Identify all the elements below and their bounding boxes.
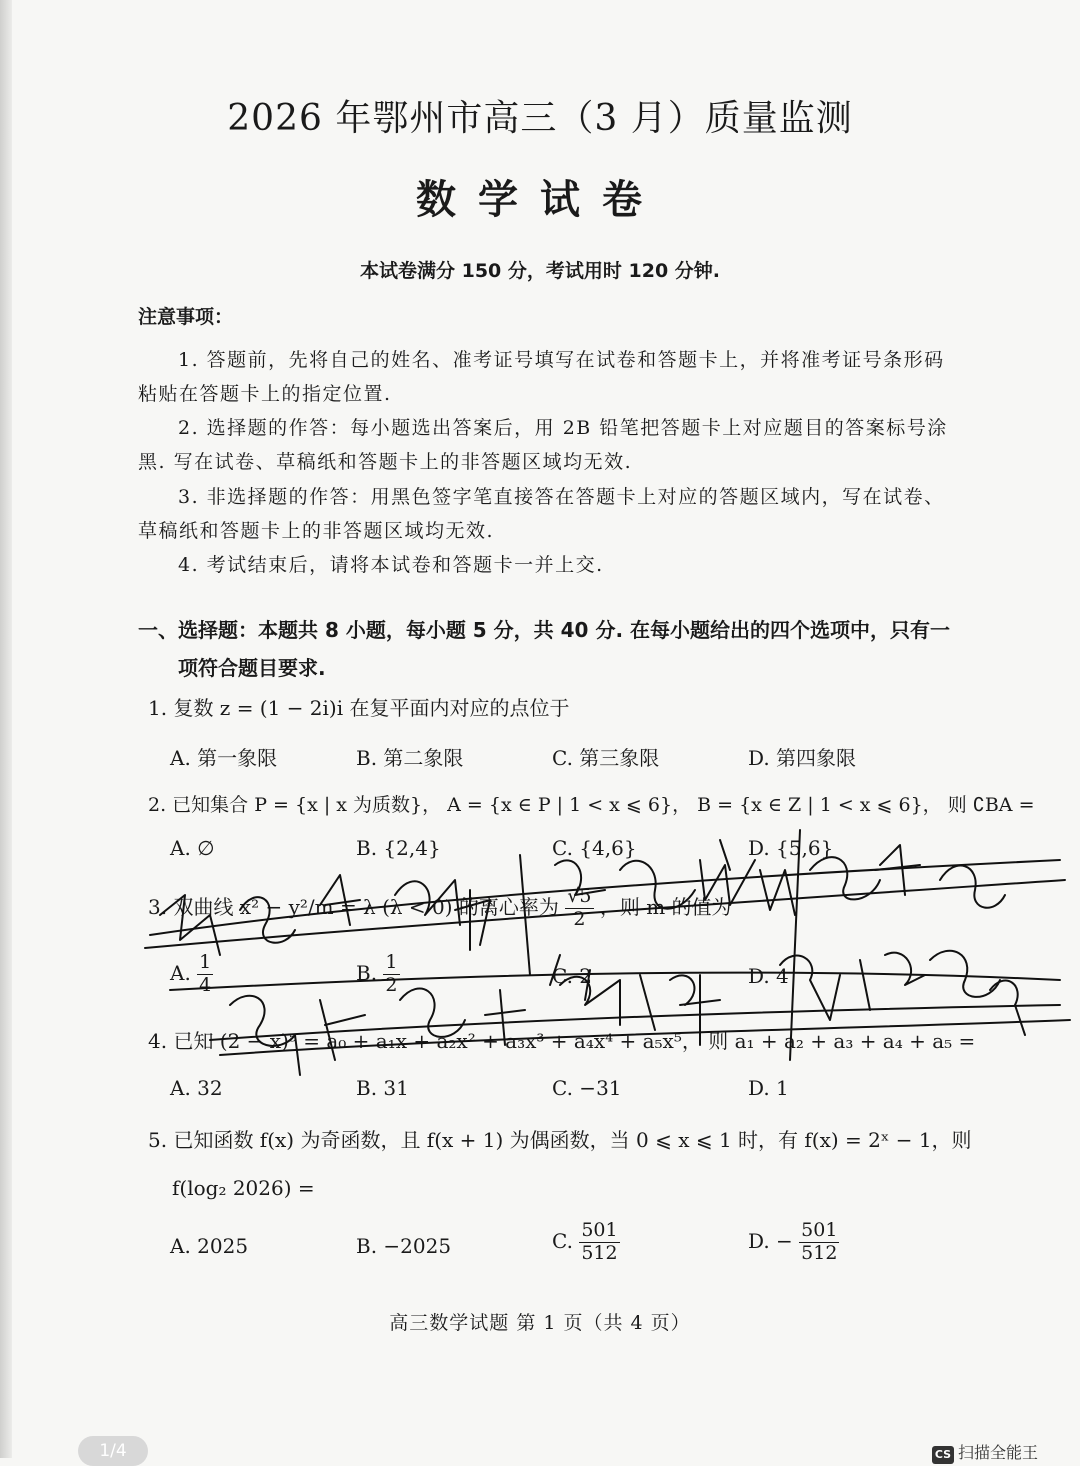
- exam-note: 本试卷满分 150 分，考试用时 120 分钟.: [360, 260, 720, 282]
- notice-line: 3. 非选择题的作答：用黑色签字笔直接答在答题卡上对应的答题区域内，写在试卷、: [178, 486, 945, 508]
- question-5-stem: 5. 已知函数 f(x) 为奇函数，且 f(x + 1) 为偶函数，当 0 ⩽ x ⩽ 1 时，有 f(x) = 2ˣ − 1，则: [148, 1128, 972, 1152]
- section-heading-cont: 项符合题目要求.: [178, 656, 326, 680]
- option-letter: D. −: [748, 1228, 793, 1253]
- question-1-stem: 1. 复数 z = (1 − 2i)i 在复平面内对应的点位于: [148, 696, 570, 720]
- camscanner-logo-icon: CS: [932, 1446, 954, 1464]
- exam-title: 2026 年鄂州市高三（3 月）质量监测: [227, 98, 853, 139]
- fraction-numerator: √5: [567, 885, 592, 907]
- notice-line: 2. 选择题的作答：每小题选出答案后，用 2B 铅笔把答题卡上对应题目的答案标号涂: [178, 417, 948, 439]
- question-4-stem: 4. 已知 (2 − x)⁵ = a₀ + a₁x + a₂x² + a₃x³ + a₄x⁴ + a₅x⁵， 则 a₁ + a₂ + a₃ + a₄ + a₅ =: [148, 1029, 976, 1053]
- q3-stem-pre: 3. 双曲线 x² − y²/m = λ (λ < 0) 的离心率为: [148, 894, 559, 919]
- notice-heading: 注意事项：: [138, 306, 234, 328]
- q4-option-a: A. 32: [170, 1076, 223, 1100]
- question-5-stem-cont: f(log₂ 2026) =: [172, 1176, 315, 1200]
- q1-option-a: A. 第一象限: [170, 746, 278, 770]
- q2-option-b: B. {2,4}: [356, 836, 441, 860]
- q2-option-c: C. {4,6}: [552, 836, 637, 860]
- q3-option-c: C. 2: [552, 964, 593, 988]
- notice-line: 黑. 写在试卷、草稿纸和答题卡上的非答题区域均无效.: [138, 451, 633, 473]
- subject-title: 数学试卷: [416, 177, 664, 223]
- fraction-numerator: 501: [801, 1219, 838, 1241]
- q4-option-c: C. −31: [552, 1076, 622, 1100]
- option-letter: A.: [170, 960, 191, 985]
- fraction-denominator: 4: [199, 973, 212, 996]
- question-2-stem: 2. 已知集合 P = {x | x 为质数}， A = {x ∈ P | 1 < x ⩽ 6}， B = {x ∈ Z | 1 < x ⩽ 6}， 则 ∁BA =: [148, 794, 1035, 816]
- fraction-denominator: 512: [801, 1241, 838, 1264]
- q3-stem-post: ，则 m 的值为: [599, 894, 732, 919]
- q2-option-a: A. ∅: [170, 836, 215, 860]
- fraction-numerator: 1: [199, 951, 212, 973]
- fraction-denominator: 2: [573, 907, 586, 930]
- scanner-watermark: [932, 1440, 1038, 1464]
- notice-line: 粘贴在答题卡上的指定位置.: [138, 383, 392, 405]
- option-letter: C.: [552, 1228, 573, 1253]
- section-heading: 一、选择题：本题共 8 小题，每小题 5 分，共 40 分. 在每小题给出的四个选项中，只有一: [138, 618, 951, 642]
- fraction-denominator: 2: [385, 973, 398, 996]
- q4-option-d: D. 1: [748, 1076, 789, 1100]
- notice-line: 1. 答题前，先将自己的姓名、准考证号填写在试卷和答题卡上，并将准考证号条形码: [178, 349, 945, 371]
- notice-line: 草稿纸和答题卡上的非答题区域均无效.: [138, 520, 495, 542]
- option-letter: B.: [356, 960, 378, 985]
- fraction-numerator: 1: [385, 951, 398, 973]
- q1-option-d: D. 第四象限: [748, 746, 857, 770]
- q3-option-d: D. 4: [748, 964, 789, 988]
- page-indicator[interactable]: 1/4: [78, 1436, 148, 1466]
- q4-option-b: B. 31: [356, 1076, 409, 1100]
- page-footer: 高三数学试题 第 1 页（共 4 页）: [389, 1312, 691, 1334]
- q1-option-c: C. 第三象限: [552, 746, 660, 770]
- q5-option-a: A. 2025: [170, 1234, 249, 1258]
- fraction-numerator: 501: [581, 1219, 618, 1241]
- fraction-denominator: 512: [581, 1241, 618, 1264]
- q2-option-d: D. {5,6}: [748, 836, 834, 860]
- scanner-name: 扫描全能王: [958, 1443, 1039, 1462]
- notice-line: 4. 考试结束后，请将本试卷和答题卡一并上交.: [178, 554, 604, 576]
- q1-option-b: B. 第二象限: [356, 746, 464, 770]
- q5-option-b: B. −2025: [356, 1234, 452, 1258]
